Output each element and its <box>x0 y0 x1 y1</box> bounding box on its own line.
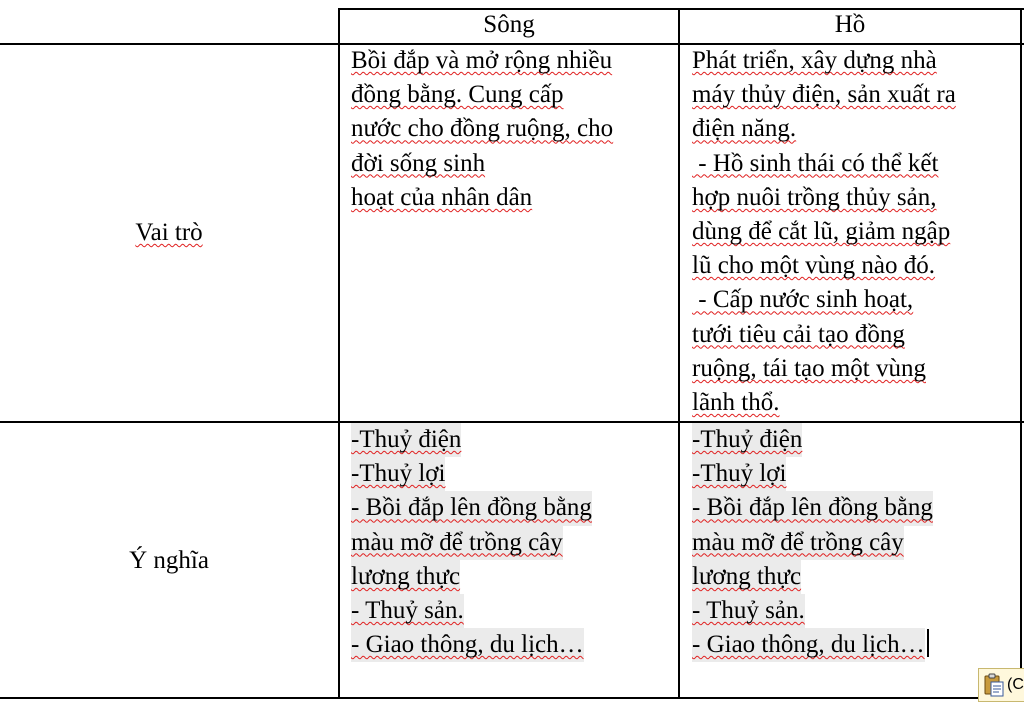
cell-line: hoạt của nhân dân <box>351 183 533 211</box>
cell-y-nghia-song[interactable] <box>351 423 676 662</box>
table-bottom-border <box>0 697 978 699</box>
cell-line: - Giao thông, du lịch… <box>692 628 925 662</box>
text-cursor <box>927 629 929 657</box>
column-divider-middle <box>678 8 680 699</box>
cell-line: - Hồ sinh thái có thể kết <box>692 149 939 177</box>
cell-line: nước cho đồng ruộng, cho <box>351 115 614 143</box>
paste-options-button[interactable] <box>978 668 1024 702</box>
cell-line: -Thuỷ điện <box>692 423 802 457</box>
cell-line: đời sống sinh <box>351 149 486 177</box>
cell-line: tưới tiêu cải tạo đồng <box>692 320 905 348</box>
table-right-border <box>1020 8 1022 668</box>
paste-options-label: (C <box>1007 676 1024 693</box>
header-ho[interactable] <box>680 8 1020 42</box>
cell-vai-tro-ho[interactable] <box>692 44 1020 420</box>
cell-line: hợp nuôi trồng thủy sản, <box>692 183 937 211</box>
cell-line: lương thực <box>692 560 801 594</box>
cell-line: -Thuỷ lợi <box>351 457 445 491</box>
cell-line: điện năng. <box>692 115 797 143</box>
cell-line: Bồi đắp và mở rộng nhiều <box>351 47 613 74</box>
cell-line: dùng để cắt lũ, giảm ngập <box>692 218 951 246</box>
column-divider-label <box>338 8 340 699</box>
cell-line: - Giao thông, du lịch… <box>351 628 584 662</box>
row-label-y-nghia[interactable] <box>0 544 338 578</box>
cell-line: - Bồi đắp lên đồng bằng <box>692 491 933 525</box>
cell-line: - Thuỷ sản. <box>692 594 805 628</box>
row-label-vai-tro[interactable] <box>0 216 338 250</box>
cell-line: lãnh thổ. <box>692 389 780 417</box>
cell-line: -Thuỷ lợi <box>692 457 786 491</box>
cell-line: - Bồi đắp lên đồng bằng <box>351 491 592 525</box>
cell-line: - Thuỷ sản. <box>351 594 464 628</box>
cell-line: Phát triển, xây dựng nhà <box>692 47 937 74</box>
cell-line: màu mỡ để trồng cây <box>692 526 904 560</box>
cell-line: màu mỡ để trồng cây <box>351 526 563 560</box>
cell-line: - Cấp nước sinh hoạt, <box>692 286 914 314</box>
header-ho-label: Hồ <box>834 11 866 38</box>
cell-y-nghia-ho[interactable] <box>692 423 1020 662</box>
header-song-label: Sông <box>483 11 535 38</box>
cell-line: lũ cho một vùng nào đó. <box>692 252 936 280</box>
cell-line: đồng bằng. Cung cấp <box>351 81 564 109</box>
cell-line: -Thuỷ điện <box>351 423 461 457</box>
clipboard-paste-icon <box>983 673 1005 697</box>
row-label-text: Ý nghĩa <box>129 547 209 574</box>
header-song[interactable] <box>340 8 678 42</box>
cell-line: máy thủy điện, sản xuất ra <box>692 81 956 109</box>
cell-line: lương thực <box>351 560 460 594</box>
row-label-text: Vai trò <box>135 219 203 246</box>
cell-vai-tro-song[interactable] <box>351 44 676 215</box>
cell-line: ruộng, tái tạo một vùng <box>692 354 926 382</box>
